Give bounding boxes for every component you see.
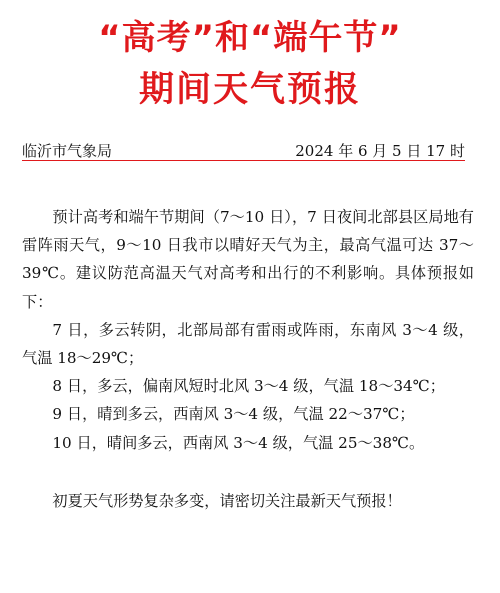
issue-datetime: 2024 年 6 月 5 日 17 时 — [295, 142, 465, 160]
forecast-day-10: 10 日，晴间多云，西南风 3～4 级，气温 25～38℃。 — [52, 433, 425, 452]
document-body — [22, 203, 474, 515]
document-title-line2: 期间天气预报 — [138, 70, 361, 110]
issuer-name: 临沂市气象局 — [22, 142, 113, 160]
forecast-day-9: 9 日，晴到多云，西南风 3～4 级，气温 22～37℃； — [52, 405, 415, 424]
forecast-day-8: 8 日，多云，偏南风短时北风 3～4 级，气温 18～34℃； — [52, 377, 445, 396]
document-title-line1: “高考”和“端午节” — [98, 18, 402, 58]
forecast-day-7: 7 日，多云转阴，北部局部有雷雨或阵雨，东南风 3～4 级，气温 18～29℃； — [22, 320, 474, 368]
red-divider — [22, 160, 465, 161]
intro-paragraph: 预计高考和端午节期间（7～10 日），7 日夜间北部县区局地有雷阵雨天气，9～10 日我市以晴好天气为主，最高气温可达 37～39℃。建议防范高温天气对高考和出行的不利影响。具体预报如下： — [22, 208, 474, 311]
closing-paragraph: 初夏天气形势复杂多变，请密切关注最新天气预报！ — [52, 491, 402, 510]
